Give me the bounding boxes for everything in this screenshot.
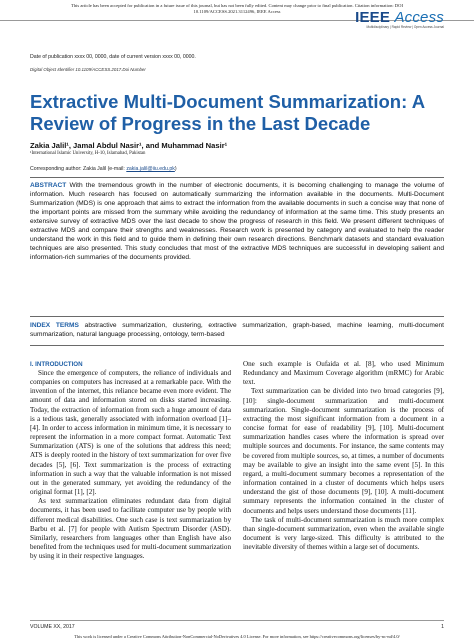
affiliation: ¹International Islamic University, H-10, Islamabad, Pakistan (30, 151, 146, 156)
corresponding-author (30, 166, 177, 172)
abstract-text: With the tremendous growth in the number of electronic documents, it is becoming challenging to manage the volume of information. Much research has focused on automatically summarizing the information available in the documents. Multi-Document Summarization (MDS) is one approach that aims to extract the information from the available documents in such a concise way that none of the important points are missed from the summary while avoiding the redundancy of information at the same time. This study presents an extensive survey of extractive MDS over the last decade to show the progress of research in this field. We present different techniques of extractive MDS and compare their strengths and weaknesses. Research work is presented by category and evaluated to help the reader understand the work in this field and to guide them in defining their own research directions. Benchmark datasets and standard evaluation techniques are also presented. This study concludes that most of the extractive MDS techniques are successful in developing salient and information-rich summaries of the documents provided. (30, 182, 444, 261)
index-terms-text: abstractive summarization, clustering, extractive summarization, graph-based, machine learning, multi-document summarization, natural language processing, ontology, term-based (30, 322, 444, 338)
paragraph: As text summarization eliminates redundant data from digital documents, it has been used to facilitate computer use by people with different medical disabilities. One such case is text summarization by Barbu et al. [7] for people with Autism Spectrum Disorder (ASD). Similarly, researchers from languages other than English have also benefited from the techniques used for multi-document summarization by using it in their respective languages. (30, 497, 231, 561)
corresponding-prefix: Corresponding author: Zakia Jalil (e-mail: (30, 166, 127, 172)
footer-rule (30, 620, 444, 621)
footer-volume: VOLUME XX, 2017 (30, 624, 75, 630)
corresponding-suffix: ) (174, 166, 177, 172)
author-email-link[interactable]: zakia.jalil@iiu.edu.pk (126, 166, 175, 172)
notice-line-2: 10.1109/ACCESS.2021.3112496, IEEE Access (193, 9, 281, 14)
index-terms-label: INDEX TERMS (30, 322, 79, 329)
divider-bottom (30, 345, 444, 346)
paragraph: Since the emergence of computers, the reliance of individuals and companies on computers has increased at a remarkable pace. With the invention of the internet, this reliance became even more evident. The amount of data and information stored on disks started increasing. Today, the extraction of information from such a huge amount of data is a tedious task, generally associated with information overload [1]–[4]. In order to access information in minimum time, it is necessary to represent the information in a more compact format. Automatic Text Summarization (ATS) is one of the solutions that address this need; ATS is deeply rooted in the history of text summarization for over five decades [5], [6]. Text summarization is the process of extracting information in such a way that the valuable information is not missed out in the generated summary, yet avoiding the redundancy of the original format [1], [2]. (30, 369, 231, 497)
page-number: 1 (441, 624, 444, 630)
brand-accent: Access (394, 9, 444, 26)
abstract (30, 181, 444, 262)
left-column (30, 369, 231, 561)
journal-tagline: Multidisciplinary | Rapid Review | Open Access Journal (366, 25, 444, 29)
index-terms (30, 321, 444, 339)
journal-logo (355, 9, 444, 29)
section-heading: I. INTRODUCTION (30, 361, 83, 368)
paragraph: One such example is Oufaida et al. [8], who used Minimum Redundancy and Maximum Coverage algorithm (mRMC) for Arabic text. (243, 360, 444, 387)
paragraph: The task of multi-document summarization is much more complex than single-document summarization, even when the available single document is very large-sized. This difficulty is attributed to the inevitable diversity of themes within a large set of documents. (243, 515, 444, 552)
paper-title: Extractive Multi-Document Summarization: A Review of Progress in the Last Decade (30, 91, 425, 134)
divider-top (30, 177, 444, 178)
doi-line: Digital Object Identifier 10.1109/ACCESS.2017.Doi Number (30, 67, 146, 72)
author-list: Zakia Jalil¹, Jamal Abdul Nasir¹, and Muhammad Nasir¹ (30, 141, 228, 150)
publication-dates: Date of publication xxxx 00, 0000, date of current version xxxx 00, 0000. (30, 54, 196, 60)
brand-main: IEEE (355, 9, 391, 26)
journal-brand (355, 9, 444, 26)
abstract-label: ABSTRACT (30, 182, 67, 189)
paragraph: Text summarization can be divided into two broad categories [9], [10]: single-document summarization and multi-document summarization. Single-document summarization is the process of extracting the most significant information from a document in a concise format for ease of readability [9], [10]. Multi-document summarization handles cases where the information is spread over multiple sources and documents. For instance, the same contents may be covered from multiple sources, so, at times, a number of documents may be available to give an insight into the same event [5]. In this regard, a multi-document summary becomes a representation of the information contained in a cluster of documents which helps users understand the gist of those documents [9], [10]. A multi-document summary represents the information contained in the cluster of documents and helps users understand those documents [11]. (243, 387, 444, 515)
divider-middle (30, 316, 444, 317)
license-notice: This work is licensed under a Creative Commons Attribution-NonCommercial-NoDerivatives 4.0 License. For more information, see https://creativecommons.org/licenses/by-nc-nd/4.0/ (74, 634, 400, 639)
right-column (243, 360, 444, 552)
notice-line-1: This article has been accepted for publication in a future issue of this journal, but has not been fully edited. Content may change prior to final publication. Citation information: DOI (71, 3, 403, 8)
